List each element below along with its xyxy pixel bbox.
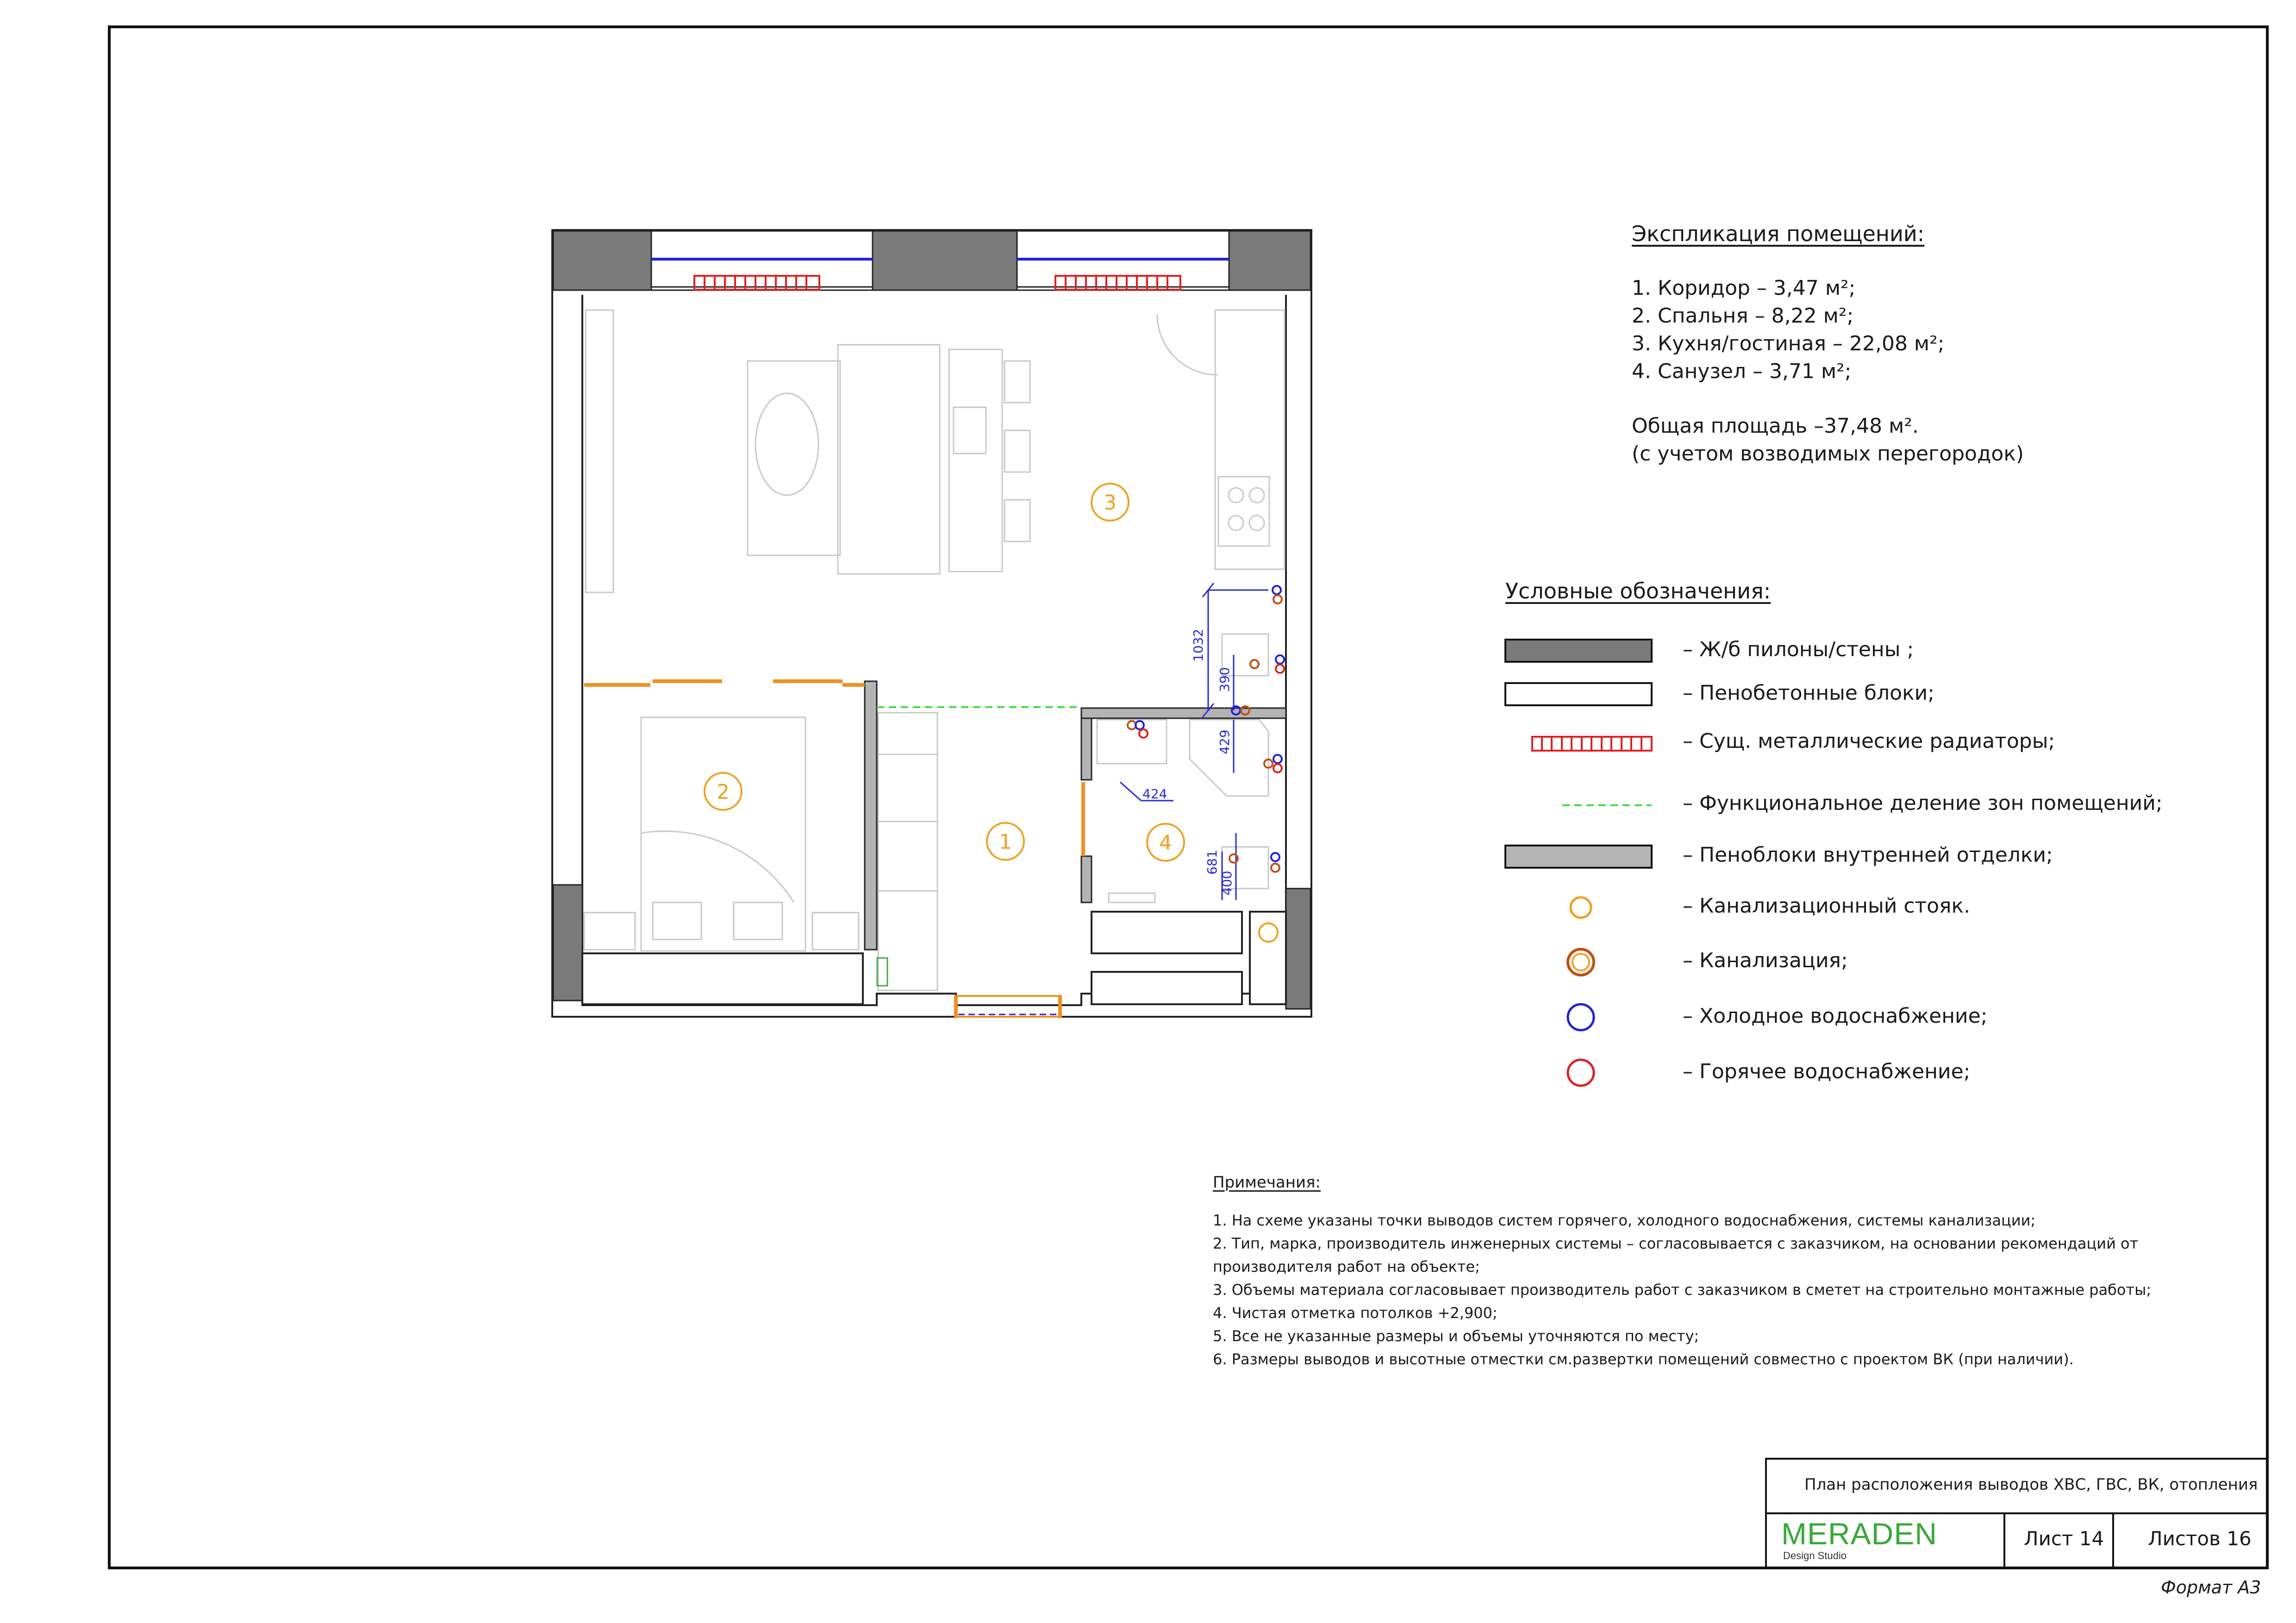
legend-label: – Канализация; bbox=[1683, 949, 1848, 972]
note-line: 4. Чистая отметка потолков +2,900; bbox=[1213, 1304, 1497, 1322]
room-number: 4 bbox=[1159, 831, 1172, 855]
sewer-point-icon bbox=[1250, 660, 1259, 668]
pylon-right-bottom bbox=[1286, 889, 1310, 1009]
room-number: 1 bbox=[999, 830, 1012, 854]
legend-label: – Холодное водоснабжение; bbox=[1683, 1004, 1988, 1028]
note-line: производителя работ на объекте; bbox=[1213, 1258, 1480, 1275]
note-line: 3. Объемы материала согласовывает производитель работ с заказчиком в сметет на строительно монтажные работы; bbox=[1213, 1281, 2152, 1299]
legend-swatches bbox=[1505, 640, 1652, 1086]
hot-water-point-icon bbox=[1273, 764, 1282, 772]
pylon-left-bottom bbox=[553, 885, 582, 1001]
hot-water-point-icon bbox=[1276, 665, 1284, 673]
legend-heading: Условные обозначения: bbox=[1505, 578, 1771, 603]
cold-water-point-icon bbox=[1271, 853, 1279, 861]
sewer-circle-inner bbox=[1572, 954, 1589, 970]
explication-heading: Экспликация помещений: bbox=[1632, 221, 1925, 246]
dimension-texts bbox=[1142, 629, 1235, 895]
hot-water-circle bbox=[1568, 1060, 1594, 1086]
cold-water-circle bbox=[1568, 1004, 1594, 1030]
dimension-label: 390 bbox=[1217, 667, 1232, 692]
inner-wall-line bbox=[582, 295, 1286, 1005]
radiator-swatch bbox=[1532, 737, 1652, 751]
legend-label: – Канализационный стояк. bbox=[1683, 894, 1971, 918]
total-area: Общая площадь –37,48 м². bbox=[1632, 414, 1919, 438]
dimension-label: 681 bbox=[1204, 850, 1220, 875]
note-line: 5. Все не указанные размеры и объемы уточняются по месту; bbox=[1213, 1327, 1699, 1345]
cold-water-point-icon bbox=[1273, 755, 1282, 763]
sewer-riser-circle bbox=[1571, 897, 1591, 918]
room-numbers bbox=[717, 491, 1172, 855]
sheet-number: Лист 14 bbox=[2024, 1527, 2104, 1550]
dimension-label: 429 bbox=[1217, 729, 1232, 754]
legend-label: – Горячее водоснабжение; bbox=[1683, 1060, 1971, 1083]
pylon-top-middle bbox=[873, 231, 1017, 290]
bedroom-furniture bbox=[584, 717, 859, 951]
explication-item: 1. Коридор – 3,47 м²; bbox=[1632, 276, 1856, 300]
plan-outline bbox=[552, 230, 1311, 1017]
legend-label: – Сущ. металлические радиаторы; bbox=[1683, 729, 2055, 753]
hot-water-point-icon bbox=[1139, 729, 1148, 738]
note-line: 6. Размеры выводов и высотные отместки см.развертки помещений совместно с проектом ВК (при наличии). bbox=[1213, 1350, 2074, 1368]
foam-block-swatch bbox=[1505, 683, 1652, 705]
explication-item: 4. Санузел – 3,71 м²; bbox=[1632, 360, 1852, 383]
drawing-title: План расположения выводов ХВС, ГВС, ВК, отопления bbox=[1804, 1475, 2258, 1494]
note-line: 1. На схеме указаны точки выводов систем горячего, холодного водоснабжения, системы канализации; bbox=[1213, 1212, 2036, 1229]
brand-logo: MERADEN bbox=[1781, 1517, 1938, 1551]
brand-subtitle: Design Studio bbox=[1783, 1550, 1847, 1561]
wardrobe bbox=[878, 713, 937, 990]
legend-label: – Функциональное деление зон помещений; bbox=[1683, 791, 2163, 815]
pylon-top-left bbox=[553, 231, 651, 290]
room-number: 2 bbox=[717, 780, 730, 804]
legend-label: – Ж/б пилоны/стены ; bbox=[1683, 638, 1914, 661]
room-markers bbox=[705, 484, 1184, 861]
dimension-label: 400 bbox=[1219, 871, 1235, 895]
floor-plan bbox=[552, 230, 1311, 1018]
dimension-label: 1032 bbox=[1191, 628, 1206, 662]
total-area-note: (с учетом возводимых перегородок) bbox=[1632, 442, 2024, 466]
concrete-pylons bbox=[553, 231, 1310, 1009]
explication-item: 3. Кухня/гостиная – 22,08 м²; bbox=[1632, 332, 1945, 355]
entrance-threshold bbox=[956, 996, 1060, 1017]
interior-block-swatch bbox=[1505, 846, 1652, 868]
bathroom-fixtures bbox=[1097, 720, 1268, 902]
legend-label: – Пенобетонные блоки; bbox=[1683, 681, 1935, 705]
explication-item: 2. Спальня – 8,22 м²; bbox=[1632, 304, 1854, 328]
interior-walls bbox=[865, 681, 1286, 950]
pylon-top-right bbox=[1229, 231, 1310, 290]
room-number: 3 bbox=[1104, 491, 1117, 515]
sewer-point-icon bbox=[1271, 864, 1279, 872]
concrete-wall-swatch bbox=[1505, 640, 1652, 662]
legend-label: – Пеноблоки внутренней отделки; bbox=[1683, 843, 2053, 867]
cold-water-point-icon bbox=[1273, 586, 1281, 594]
note-line: 2. Тип, марка, производитель инженерных системы – согласовывается с заказчиком, на основании рекомендаций от bbox=[1213, 1235, 2139, 1252]
sheets-total: Листов 16 bbox=[2148, 1527, 2252, 1550]
format-label: Формат А3 bbox=[2161, 1577, 2261, 1598]
living-furniture bbox=[586, 310, 1285, 676]
cold-water-point-icon bbox=[1276, 655, 1284, 664]
dimension-label: 424 bbox=[1142, 786, 1167, 802]
sewer-point-icon bbox=[1273, 595, 1282, 603]
notes-heading: Примечания: bbox=[1213, 1173, 1321, 1192]
